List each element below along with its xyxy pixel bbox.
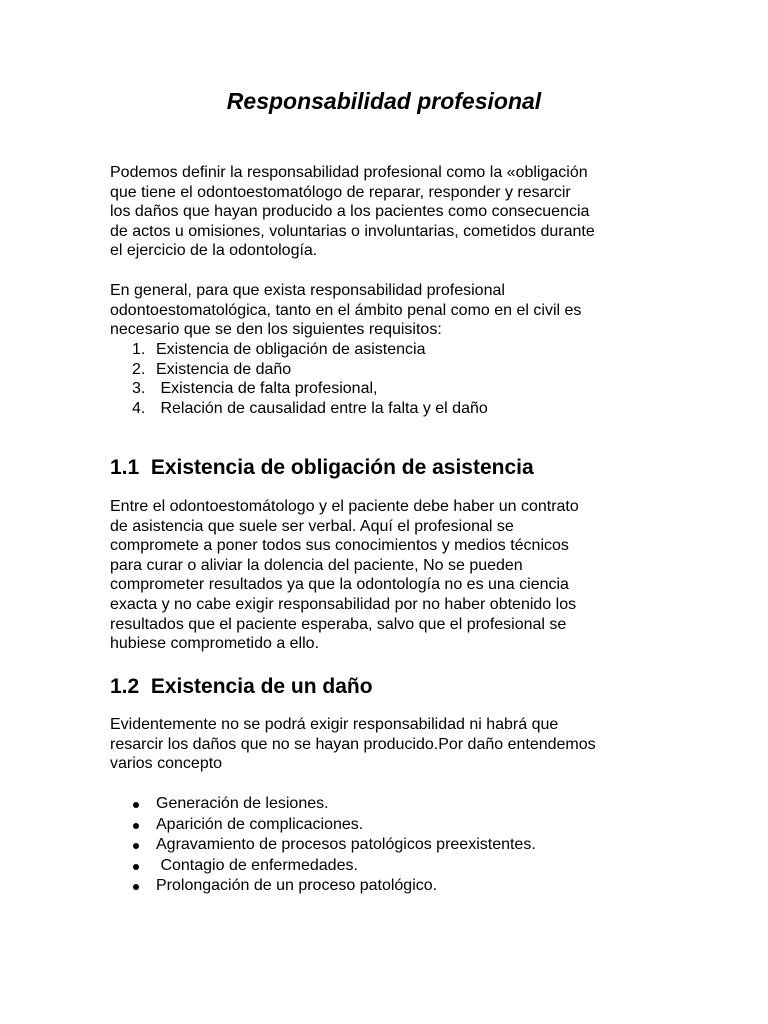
section-1-1-line: compromete a poner todos sus conocimientos y medios técnicos <box>110 537 569 555</box>
bullet-icon <box>133 823 139 829</box>
section-1-1-line: para curar o aliviar la dolencia del paciente, No se pueden <box>110 556 523 574</box>
section-1-1-line: exacta y no cabe exigir responsabilidad por no haber obtenido los <box>110 595 577 613</box>
damage-concept-text: Prolongación de un proceso patológico. <box>156 877 438 895</box>
damage-concept-text: Agravamiento de procesos patológicos preexistentes. <box>156 836 536 854</box>
requisites-line: necesario que se den los siguientes requisitos: <box>110 321 442 339</box>
damage-concept-text: Aparición de complicaciones. <box>156 815 364 833</box>
damage-concept-item <box>110 876 670 897</box>
section-1-1-paragraph <box>110 497 670 654</box>
section-1-1-line: de asistencia que suele ser verbal. Aquí el profesional se <box>110 517 514 535</box>
damage-concept-item <box>110 815 670 836</box>
requisite-item <box>110 360 670 380</box>
damage-concept-item <box>110 794 670 815</box>
requisite-text: Existencia de obligación de asistencia <box>156 341 426 358</box>
damage-concept-item <box>110 856 670 877</box>
intro-line: que tiene el odontoestomatólogo de reparar, responder y resarcir <box>110 183 571 201</box>
section-1-1-line: Entre el odontoestomátologo y el paciente debe haber un contrato <box>110 498 579 515</box>
requisite-number: 3. <box>132 380 146 398</box>
requisites-line: odontoestomatológica, tanto en el ámbito penal como en el civil es <box>110 301 582 319</box>
damage-concept-item <box>110 835 670 856</box>
requisites-line: En general, para que exista responsabilidad profesional <box>110 282 505 299</box>
section-heading-1-1: 1.1 Existencia de obligación de asistencia <box>110 456 534 479</box>
requisite-text: Existencia de daño <box>156 360 292 378</box>
section-1-2-line: Evidentemente no se podrá exigir responsabilidad ni habrá que <box>110 716 559 733</box>
requisite-item <box>110 379 670 399</box>
requisite-text: Existencia de falta profesional, <box>156 380 378 398</box>
requisite-number: 2. <box>132 360 146 378</box>
section-1-1-line: resultados que el paciente esperaba, salvo que el profesional se <box>110 615 567 633</box>
bullet-icon <box>133 884 139 890</box>
damage-concept-text: Contagio de enfermedades. <box>156 856 358 874</box>
requisites-paragraph <box>110 281 670 340</box>
intro-line: el ejercicio de la odontología. <box>110 242 318 260</box>
section-1-2-line: varios concepto <box>110 755 223 773</box>
damage-concept-text: Generación de lesiones. <box>156 795 329 812</box>
section-1-2-line: resarcir los daños que no se hayan producido.Por daño entendemos <box>110 735 596 753</box>
section-1-2-paragraph <box>110 715 670 774</box>
requisite-item <box>110 399 670 419</box>
requisite-number: 4. <box>132 399 146 417</box>
document-title: Responsabilidad profesional <box>226 88 542 114</box>
bullet-icon <box>133 802 139 808</box>
section-heading-1-2: 1.2 Existencia de un daño <box>110 675 373 698</box>
section-1-1-line: hubiese comprometido a ello. <box>110 635 320 653</box>
bullet-icon <box>133 864 139 870</box>
intro-line: Podemos definir la responsabilidad profesional como la «obligación <box>110 164 588 181</box>
section-1-1-line: comprometer resultados ya que la odontología no es una ciencia <box>110 576 569 594</box>
requisite-item <box>110 340 670 360</box>
intro-paragraph <box>110 163 670 261</box>
requisites-list <box>110 340 670 418</box>
requisite-number: 1. <box>132 341 146 358</box>
damage-concepts-list <box>110 794 670 897</box>
requisite-text: Relación de causalidad entre la falta y el daño <box>156 399 488 417</box>
bullet-icon <box>133 843 139 849</box>
intro-line: de actos u omisiones, voluntarias o involuntarias, cometidos durante <box>110 222 595 240</box>
intro-line: los daños que hayan producido a los pacientes como consecuencia <box>110 203 590 221</box>
